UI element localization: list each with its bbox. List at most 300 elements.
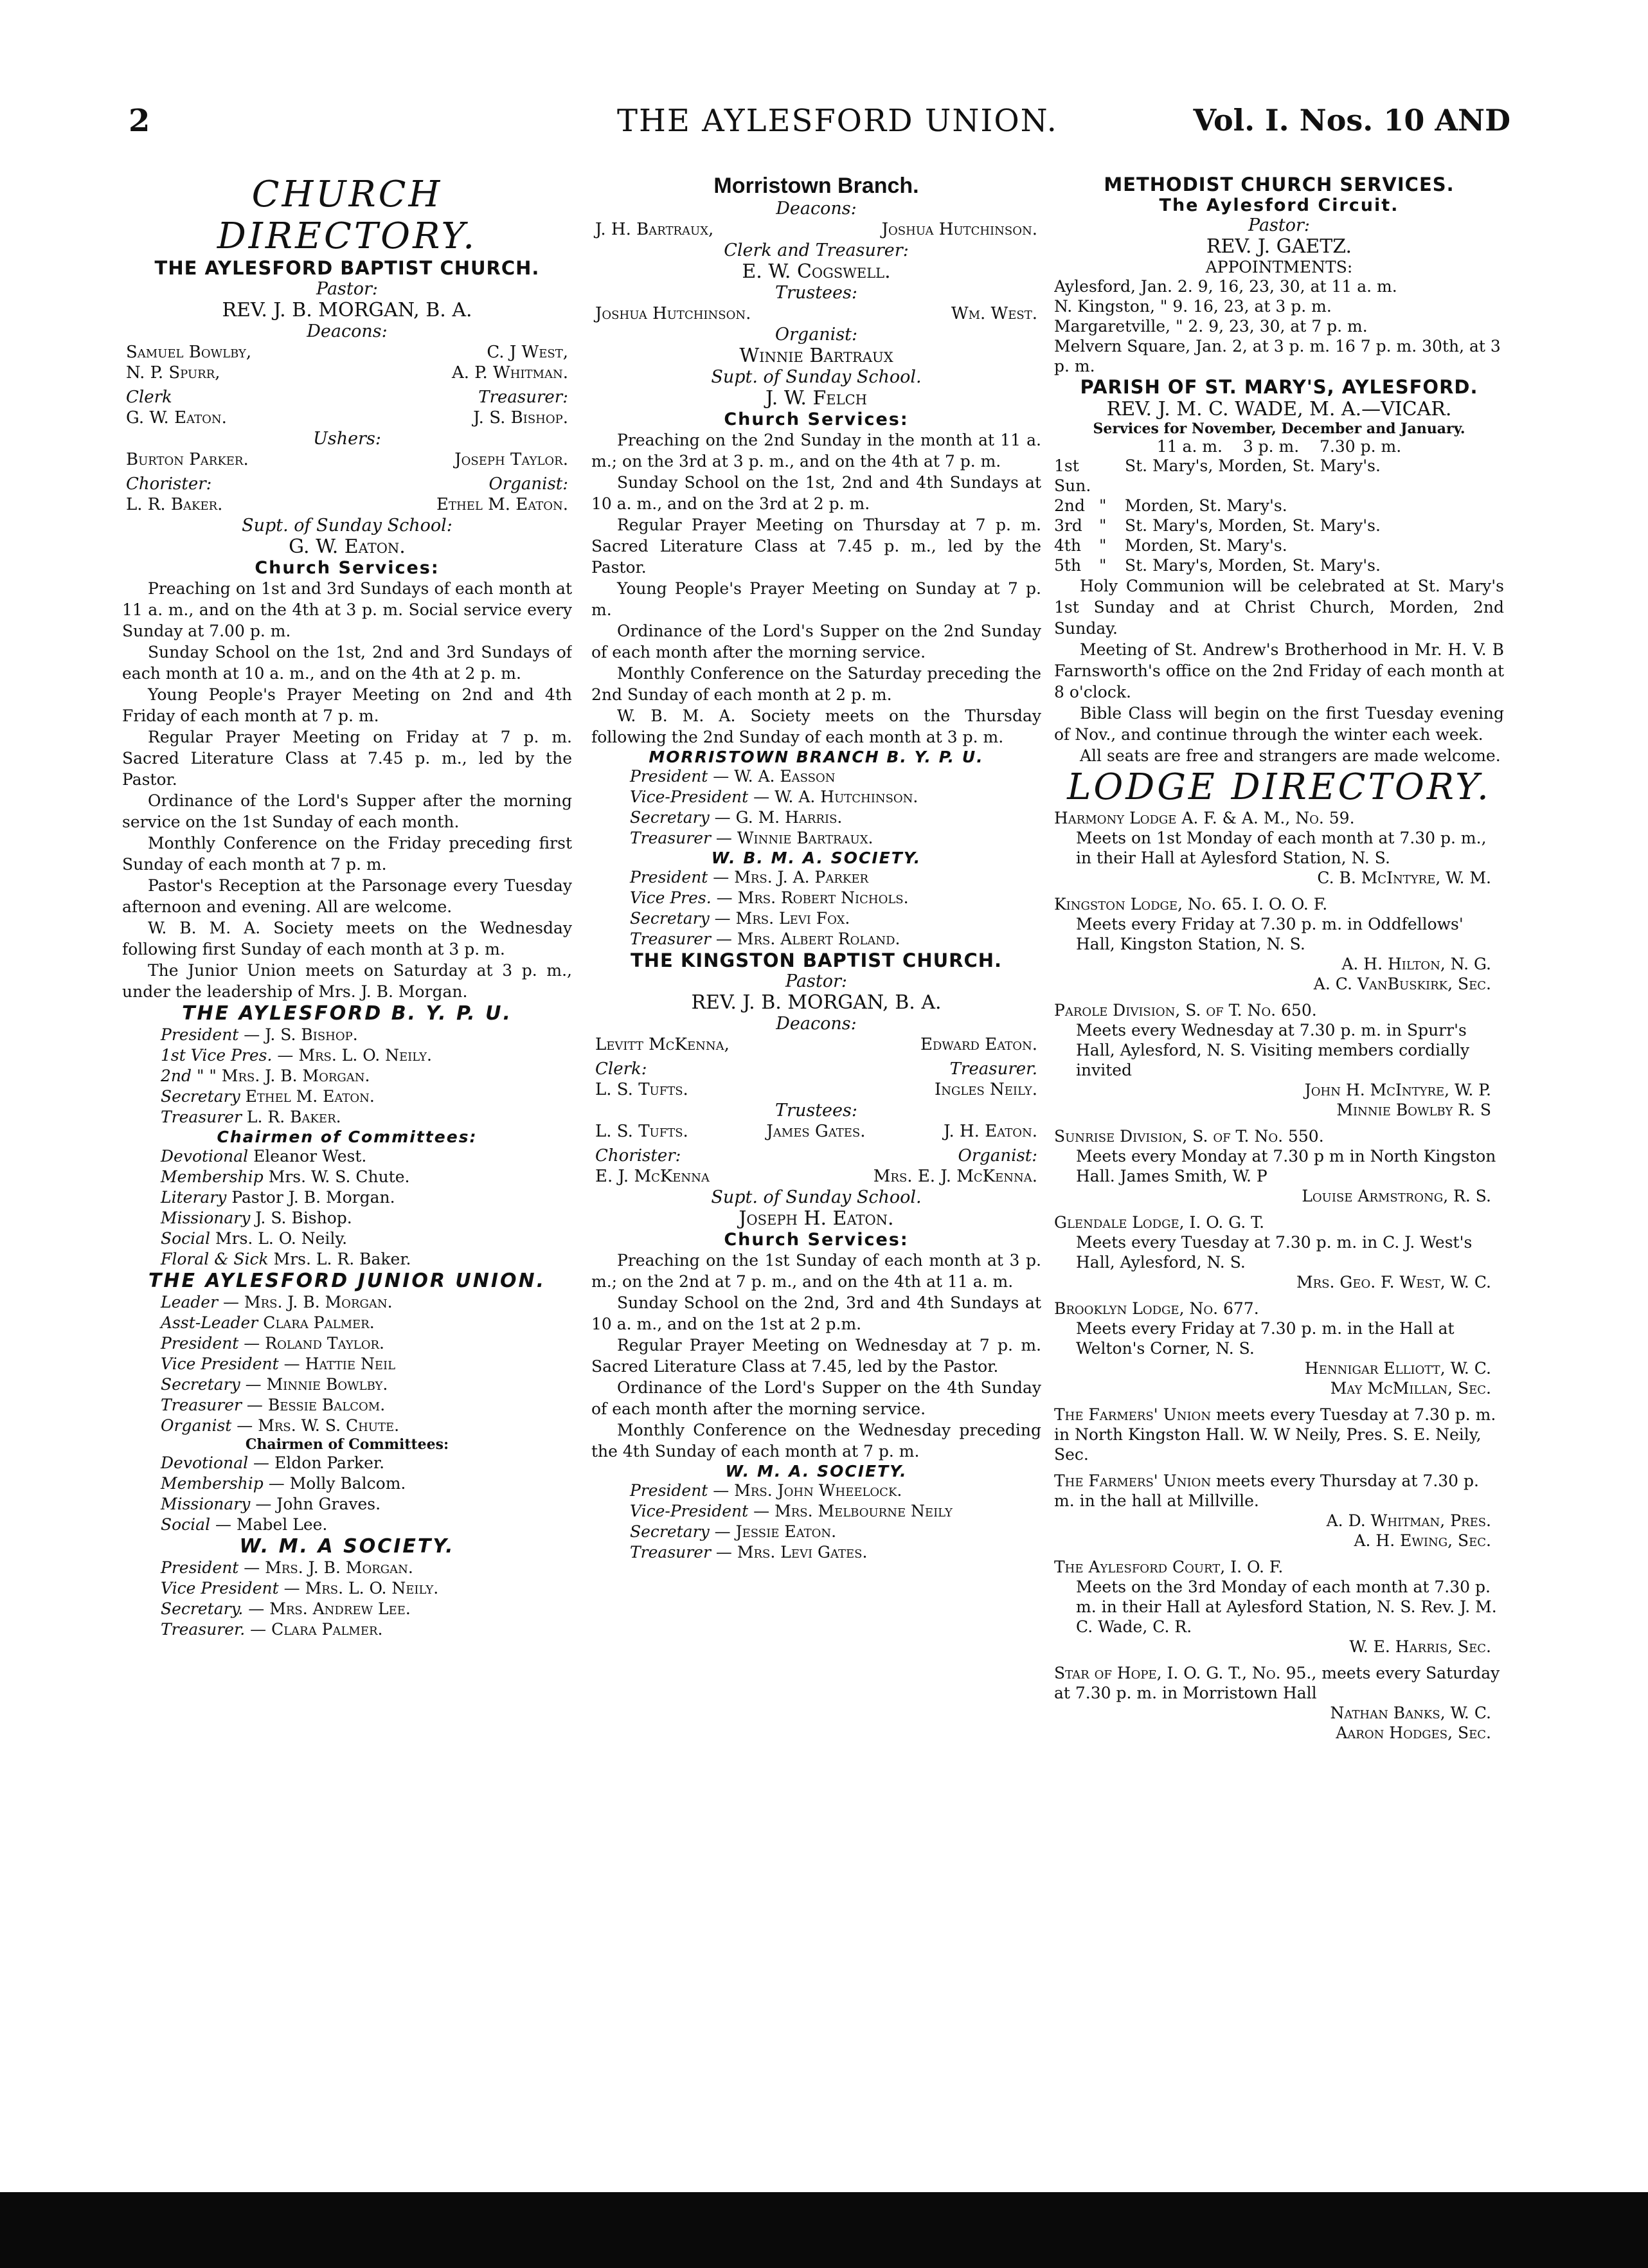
lodge-entry — [1054, 1557, 1504, 1657]
committee-row: Membership — Molly Balcom. — [161, 1474, 406, 1493]
officer-row: Secretary — Jessie Eaton. — [630, 1522, 837, 1541]
lodge-officer: A. C. VanBuskirk, Sec. — [1313, 975, 1491, 993]
supt-name: G. W. Eaton. — [289, 536, 406, 558]
officer-name: W. A. Easson — [734, 767, 836, 786]
officer-role: Organist — [161, 1416, 232, 1435]
committee-row: Social — Mabel Lee. — [161, 1515, 328, 1534]
officer-role: 2nd " " — [161, 1066, 217, 1085]
officer-role: 1st Vice Pres. — [161, 1046, 273, 1065]
column-middle — [591, 174, 1041, 2115]
deacons-row — [126, 343, 568, 362]
deacons-row — [126, 363, 568, 382]
lodge-entry — [1054, 1000, 1504, 1120]
supt-name: J. W. Felch — [766, 387, 867, 410]
vicar-name: REV. J. M. C. WADE, M. A.—VICAR. — [1106, 398, 1452, 420]
officer-role: Treasurer — [630, 930, 711, 948]
deacon-name: Samuel Bowlby, — [126, 343, 252, 362]
officer-names-row — [126, 495, 568, 514]
branch-heading: Morristown Branch. — [713, 174, 919, 198]
officer-role: Secretary — [630, 909, 710, 928]
supt-label: Supt. of Sunday School. — [711, 367, 922, 387]
officer-role: Treasurer — [161, 1396, 242, 1414]
service-paragraph: Young People's Prayer Meeting on 2nd and 4th Friday of each month at 7 p. m. — [122, 685, 572, 725]
column-right — [1054, 174, 1504, 2115]
officer-role: Vice-President — [630, 788, 749, 806]
service-paragraph: Sunday School on the 2nd, 3rd and 4th Sundays at 10 a. m., and on the 1st at 2 p.m. — [591, 1293, 1041, 1333]
circuit-heading: The Aylesford Circuit. — [1159, 195, 1399, 215]
schedule-ditto — [1099, 456, 1125, 496]
junior-union-heading: THE AYLESFORD JUNIOR UNION. — [148, 1270, 546, 1292]
officer-role: President — [161, 1558, 239, 1577]
officer-row — [122, 1313, 572, 1333]
scan-border-bar — [0, 2192, 1648, 2268]
clerk-label: Clerk and Treasurer: — [724, 240, 909, 260]
lodge-officer: A. H. Hilton, N. G. — [1341, 955, 1491, 973]
committee-row — [122, 1187, 572, 1208]
lodge-name: Glendale Lodge, I. O. G. T. — [1054, 1213, 1265, 1232]
lodge-entry — [1054, 1212, 1504, 1292]
officer-role: Vice Pres. — [630, 888, 712, 907]
chairmen-heading: Chairmen of Committees: — [217, 1128, 478, 1146]
officer-role: Secretary — [630, 1522, 710, 1541]
deacon-name: A. P. Whitman. — [451, 363, 568, 382]
lodge-name: The Farmers' Union — [1054, 1472, 1212, 1490]
committee-role: Literary — [161, 1188, 227, 1207]
committee-row: Missionary — John Graves. — [161, 1495, 381, 1513]
trustees-label: Trustees: — [775, 1101, 857, 1120]
service-paragraph: Sunday School on the 1st, 2nd and 3rd Sundays of each month at 10 a. m., and on the 4th at 2 p. m. — [122, 643, 572, 683]
lodge-officer: Mrs. Geo. F. West, W. C. — [1296, 1273, 1491, 1292]
deacon-name: Edward Eaton. — [920, 1035, 1037, 1054]
service-paragraph: Regular Prayer Meeting on Thursday at 7 p. m. Sacred Literature Class at 7.45 p. m., led by the Pastor. — [591, 516, 1041, 577]
officer-name: Winnie Bartraux. — [737, 829, 873, 847]
ushers-row — [126, 450, 568, 469]
officer-name: Mrs. J. B. Morgan. — [244, 1293, 393, 1311]
officer-name: Mrs. Andrew Lee. — [269, 1599, 411, 1618]
treasurer-name: J. S. Bishop. — [473, 408, 568, 428]
appointment-line: Margaretville, " 2. 9, 23, 30, at 7 p. m. — [1054, 317, 1368, 336]
organist-name: Winnie Bartraux — [739, 345, 893, 367]
officer-name: Clara Palmer. — [271, 1620, 383, 1639]
service-paragraph: Ordinance of the Lord's Supper on the 2nd Sunday of each month after the morning service. — [591, 622, 1041, 662]
pastor-name: REV. J. B. MORGAN, B. A. — [691, 991, 942, 1014]
lodge-officer: Aaron Hodges, Sec. — [1336, 1724, 1491, 1742]
officer-name: Jessie Eaton. — [735, 1522, 837, 1541]
officer-row: Treasurer — Bessie Balcom. — [161, 1396, 386, 1414]
service-paragraph: Sunday School on the 1st, 2nd and 4th Sundays at 10 a. m., and on the 3rd at 2 p. m. — [591, 473, 1041, 513]
treasurer-label: Treasurer. — [949, 1059, 1037, 1079]
officer-role: President — [630, 1481, 708, 1500]
schedule-week: 3rd — [1054, 516, 1082, 535]
newspaper-title: THE AYLESFORD UNION. — [617, 103, 1058, 139]
committee-role: Membership — [161, 1474, 264, 1493]
pastor-name: REV. J. B. MORGAN, B. A. — [222, 299, 472, 321]
officer-role: Secretary — [161, 1375, 240, 1394]
organist-label: Organist: — [958, 1146, 1037, 1166]
schedule-places: St. Mary's, Morden, St. Mary's. — [1125, 516, 1381, 535]
lodge-details: Meets on the 3rd Monday of each month at 7.30 p. m. in their Hall at Aylesford Station, N. S. Rev. J. M. C. Wade, C. R. — [1076, 1578, 1497, 1636]
officer-row: Vice President — Mrs. L. O. Neily. — [161, 1579, 439, 1598]
lodge-details: meets every Thursday at 7.30 p. m. in the hall at Millville. — [1054, 1472, 1479, 1510]
appointments-label: APPOINTMENTS: — [1205, 258, 1353, 276]
wma-heading: W. M. A SOCIETY. — [239, 1535, 455, 1558]
deacon-name: N. P. Spurr, — [126, 363, 220, 382]
officer-name: Mrs. Robert Nichols. — [737, 888, 909, 907]
wma-heading: W. M. A. SOCIETY. — [725, 1462, 908, 1480]
deacons-label: Deacons: — [776, 1014, 857, 1034]
notice-paragraph: Meeting of St. Andrew's Brotherhood in Mr. H. V. B Farnsworth's office on the 2nd Friday of each month at 8 o'clock. — [1054, 640, 1504, 701]
officer-role: Treasurer — [161, 1108, 242, 1126]
lodge-entry — [1054, 1663, 1504, 1743]
officer-name: Mrs. W. S. Chute. — [258, 1416, 400, 1435]
ushers-label: Ushers: — [313, 429, 381, 449]
lodge-name: Parole Division, S. of T. No. 650. — [1054, 1001, 1317, 1020]
committee-role: Missionary — [161, 1209, 251, 1227]
trustee-name: J. H. Eaton. — [944, 1122, 1037, 1141]
committee-name: Pastor J. B. Morgan. — [231, 1188, 395, 1207]
appointment-line: N. Kingston, " 9. 16, 23, at 3 p. m. — [1054, 297, 1332, 316]
church-services-heading: Church Services: — [724, 1230, 909, 1250]
service-paragraph: Preaching on the 2nd Sunday in the month at 11 a. m.; on the 3rd at 3 p. m., and on the 4th at 7 p. m. — [591, 431, 1041, 471]
pastor-label: Pastor: — [316, 279, 379, 299]
officer-row: Secretary — Minnie Bowlby. — [161, 1375, 388, 1394]
officer-names-row — [126, 408, 568, 428]
parish-heading: PARISH OF ST. MARY'S, AYLESFORD. — [1080, 376, 1478, 398]
officer-row: Leader — Mrs. J. B. Morgan. — [161, 1293, 393, 1311]
lodge-name: Star of Hope, I. O. G. T., No. 95., — [1054, 1664, 1317, 1682]
officer-name: Ethel M. Eaton. — [245, 1087, 375, 1106]
lodge-officer: A. H. Ewing, Sec. — [1354, 1531, 1491, 1550]
committee-role: Devotional — [161, 1454, 249, 1472]
chorister-name: L. R. Baker. — [126, 495, 223, 514]
trustee-name: Wm. West. — [951, 304, 1037, 323]
officer-role: Leader — [161, 1293, 219, 1311]
lodge-officer: Hennigar Elliott, W. C. — [1304, 1359, 1491, 1378]
lodge-entry — [1054, 1471, 1504, 1551]
officer-role: President — [630, 868, 708, 887]
clerk-name: E. W. Cogswell. — [742, 260, 891, 283]
lodge-details: Meets every Wednesday at 7.30 p. m. in Spurr's Hall, Aylesford, N. S. Visiting members cordially invited — [1076, 1021, 1470, 1079]
officer-row: President — Mrs. John Wheelock. — [630, 1481, 902, 1500]
officer-name: Minnie Bowlby. — [266, 1375, 388, 1394]
officer-row — [122, 1086, 572, 1107]
service-times — [1054, 437, 1504, 456]
committee-row — [122, 1228, 572, 1249]
officer-role: Treasurer — [630, 829, 711, 847]
page-number: 2 — [129, 103, 150, 139]
committee-name: Mabel Lee. — [236, 1515, 328, 1534]
officer-row: President — W. A. Easson — [630, 767, 836, 786]
notice-paragraph: All seats are free and strangers are made welcome. — [1080, 746, 1501, 765]
committee-role: Missionary — [161, 1495, 251, 1513]
lodge-name: Harmony Lodge A. F. & A. M., No. 59. — [1054, 809, 1355, 827]
service-paragraph: Regular Prayer Meeting on Wednesday at 7 p. m. Sacred Literature Class at 7.45, led by the Pastor. — [591, 1336, 1041, 1376]
service-paragraph: The Junior Union meets on Saturday at 3 p. m., under the leadership of Mrs. J. B. Morgan. — [122, 961, 572, 1001]
committee-row — [122, 1208, 572, 1228]
officer-row: Secretary. — Mrs. Andrew Lee. — [161, 1599, 411, 1618]
officer-role: Treasurer — [630, 1543, 711, 1562]
supt-label: Supt. of Sunday School: — [242, 516, 452, 536]
bypu-heading: MORRISTOWN BRANCH B. Y. P. U. — [649, 748, 984, 766]
service-paragraph: W. B. M. A. Society meets on the Thursday following the 2nd Sunday of each month at 3 p. m. — [591, 706, 1041, 746]
deacons-row — [595, 1035, 1037, 1054]
officer-name: J. S. Bishop. — [265, 1025, 358, 1044]
lodge-directory-heading: LODGE DIRECTORY. — [1067, 766, 1491, 808]
wbma-heading: W. B. M. A. SOCIETY. — [711, 849, 922, 867]
service-paragraph: Preaching on 1st and 3rd Sundays of each month at 11 a. m., and on the 4th at 3 p. m. Social service every Sunday at 7.00 p. m. — [122, 579, 572, 640]
officer-role: Vice President — [161, 1579, 279, 1598]
officer-row: President — Roland Taylor. — [161, 1334, 384, 1353]
trustee-name: L. S. Tufts. — [595, 1122, 688, 1141]
deacon-name: J. H. Bartraux, — [595, 220, 714, 239]
committee-role: Devotional — [161, 1147, 249, 1166]
lodge-details: Meets every Friday at 7.30 p. m. in the Hall at Welton's Corner, N. S. — [1076, 1319, 1455, 1358]
officer-name: Mrs. J. B. Morgan. — [221, 1066, 370, 1085]
schedule-ditto: " — [1099, 516, 1107, 535]
officer-role: Vice-President — [630, 1502, 749, 1520]
deacon-name: Joshua Hutchinson. — [881, 220, 1037, 239]
time-afternoon: 3 p. m. — [1242, 437, 1300, 456]
officer-row: Treasurer — Mrs. Albert Roland. — [630, 930, 900, 948]
clerk-name: G. W. Eaton. — [126, 408, 227, 428]
officer-row: President — Mrs. J. B. Morgan. — [161, 1558, 413, 1577]
volume-number: Vol. I. Nos. 10 AND — [1193, 103, 1510, 138]
masthead — [129, 103, 1510, 154]
schedule-ditto: " — [1099, 556, 1107, 575]
officer-row: Secretary — Mrs. Levi Fox. — [630, 909, 850, 928]
schedule-table — [1054, 456, 1504, 575]
lodge-name: The Aylesford Court, I. O. F. — [1054, 1558, 1284, 1576]
schedule-places: St. Mary's, Morden, St. Mary's. — [1125, 556, 1381, 575]
schedule-places: Morden, St. Mary's. — [1125, 536, 1287, 555]
committee-row — [122, 1249, 572, 1270]
officer-row: Organist — Mrs. W. S. Chute. — [161, 1416, 400, 1435]
officer-role: Vice President — [161, 1354, 279, 1373]
lodge-details: meets every Saturday at 7.30 p. m. in Morristown Hall — [1054, 1664, 1500, 1702]
trustee-name: Joshua Hutchinson. — [595, 304, 751, 323]
deacons-label: Deacons: — [307, 321, 388, 341]
church-services-heading: Church Services: — [255, 558, 440, 578]
lodge-officer: May McMillan, Sec. — [1330, 1379, 1491, 1398]
chorister-label: Chorister: — [595, 1146, 681, 1166]
service-paragraph: Monthly Conference on the Saturday preceding the 2nd Sunday of each month at 2 p. m. — [591, 664, 1041, 704]
lodge-name: Kingston Lodge, No. 65. I. O. O. F. — [1054, 895, 1328, 914]
committee-role: Social — [161, 1515, 211, 1534]
service-paragraph: Monthly Conference on the Wednesday preceding the 4th Sunday of each month at 7 p. m. — [591, 1421, 1041, 1461]
pastor-name: REV. J. GAETZ. — [1206, 235, 1352, 258]
trustees-label: Trustees: — [775, 283, 857, 303]
chorister-name: E. J. McKenna — [595, 1167, 710, 1186]
officer-name: Bessie Balcom. — [267, 1396, 386, 1414]
clerk-label: Clerk: — [595, 1059, 647, 1079]
committee-name: Mrs. L. O. Neily. — [215, 1229, 348, 1248]
officer-name: Roland Taylor. — [265, 1334, 384, 1353]
lodge-entry — [1054, 1299, 1504, 1398]
church-directory-heading: CHURCH DIRECTORY. — [217, 174, 478, 257]
lodge-details: Meets every Monday at 7.30 p m in North Kingston Hall. James Smith, W. P — [1076, 1147, 1496, 1185]
usher-name: Joseph Taylor. — [454, 450, 568, 469]
notice-paragraph: Bible Class will begin on the first Tuesday evening of Nov., and continue through the winter each week. — [1054, 704, 1504, 744]
schedule-places: Morden, St. Mary's. — [1125, 496, 1287, 515]
officer-row: Vice-President — Mrs. Melbourne Neily — [630, 1502, 953, 1520]
service-paragraph: Young People's Prayer Meeting on Sunday at 7 p. m. — [591, 579, 1041, 619]
lodge-entry — [1054, 1126, 1504, 1206]
committee-role: Membership — [161, 1167, 264, 1186]
lodge-entry — [1054, 894, 1504, 994]
committee-name: Eldon Parker. — [274, 1454, 385, 1472]
trustee-name: James Gates. — [766, 1122, 866, 1141]
deacons-label: Deacons: — [776, 199, 857, 219]
committee-role: Floral & Sick — [161, 1250, 269, 1268]
lodge-officer: C. B. McIntyre, W. M. — [1317, 869, 1491, 887]
church-heading: THE AYLESFORD BAPTIST CHURCH. — [154, 257, 540, 279]
officer-role: Asst-Leader — [161, 1313, 258, 1332]
officer-name: Mrs. Albert Roland. — [737, 930, 900, 948]
service-paragraph: W. B. M. A. Society meets on the Wednesday following first Sunday of each month at 3 p. m. — [122, 919, 572, 959]
officer-name: Mrs. J. A. Parker — [734, 868, 869, 887]
officer-names-row — [595, 1167, 1037, 1186]
officer-row — [122, 1066, 572, 1086]
service-paragraph: Ordinance of the Lord's Supper on the 4th Sunday of each month after the morning service. — [591, 1378, 1041, 1418]
organist-label: Organist: — [488, 474, 568, 494]
trustees-row — [595, 1122, 1037, 1141]
appointment-line: Melvern Square, Jan. 2, at 3 p. m. 16 7 p. m. 30th, at 3 p. m. — [1054, 337, 1501, 375]
church-services-heading: Church Services: — [724, 410, 909, 429]
officer-row: Secretary — G. M. Harris. — [630, 808, 843, 827]
officer-name: W. A. Hutchinson. — [775, 788, 918, 806]
officer-role: Treasurer. — [161, 1620, 246, 1639]
pastor-label: Pastor: — [1248, 215, 1311, 235]
clerk-label: Clerk — [126, 388, 172, 407]
officer-names-row — [595, 1080, 1037, 1099]
organist-label: Organist: — [775, 325, 858, 345]
committee-name: Mrs. W. S. Chute. — [268, 1167, 410, 1186]
officer-labels-row — [595, 1059, 1037, 1079]
officer-name: G. M. Harris. — [735, 808, 843, 827]
committee-name: Mrs. L. R. Baker. — [273, 1250, 411, 1268]
clerk-name: L. S. Tufts. — [595, 1080, 688, 1099]
service-paragraph: Regular Prayer Meeting on Friday at 7 p. m. Sacred Literature Class at 7.45 p. m., led by the Pastor. — [122, 728, 572, 789]
officer-name: Mrs. Melbourne Neily — [775, 1502, 953, 1520]
lodge-officer: Minnie Bowlby R. S — [1336, 1101, 1491, 1119]
junior-chairmen-heading: Chairmen of Committees: — [245, 1436, 449, 1453]
lodge-details: Meets every Friday at 7.30 p. m. in Oddfellows' Hall, Kingston Station, N. S. — [1076, 915, 1464, 953]
committee-name: Molly Balcom. — [289, 1474, 406, 1493]
column-left — [122, 174, 572, 2115]
officer-row: Treasurer — Winnie Bartraux. — [630, 829, 873, 847]
deacon-name: Levitt McKenna, — [595, 1035, 730, 1054]
deacons-row — [595, 220, 1037, 239]
officer-labels-row — [126, 388, 568, 407]
committee-name: John Graves. — [276, 1495, 381, 1513]
lodge-entry — [1054, 808, 1504, 888]
committee-row — [122, 1146, 572, 1167]
schedule-week: 2nd — [1054, 496, 1086, 515]
lodge-details: Meets every Tuesday at 7.30 p. m. in C. J. West's Hall, Aylesford, N. S. — [1076, 1233, 1473, 1272]
officer-name: Hattie Neil — [305, 1354, 396, 1373]
lodge-officer: A. D. Whitman, Pres. — [1326, 1511, 1491, 1530]
officer-row: Treasurer — Mrs. Levi Gates. — [630, 1543, 868, 1562]
lodge-name: Brooklyn Lodge, No. 677. — [1054, 1299, 1259, 1318]
services-title: Services for November, December and January. — [1093, 420, 1465, 437]
lodge-officer: Louise Armstrong, R. S. — [1302, 1187, 1491, 1205]
lodge-details: meets every Tuesday at 7.30 p. m. in North Kingston Hall. W. W Neily, Pres. S. E. Neily, Sec. — [1054, 1405, 1496, 1464]
lodge-officer: W. E. Harris, Sec. — [1349, 1637, 1491, 1656]
officer-name: Clara Palmer. — [263, 1313, 375, 1332]
lodge-details: Meets on 1st Monday of each month at 7.30 p. m., in their Hall at Aylesford Station, N. S. — [1076, 829, 1487, 867]
methodist-heading: METHODIST CHURCH SERVICES. — [1104, 174, 1455, 195]
officer-name: Mrs. L. O. Neily. — [305, 1579, 439, 1598]
officer-labels-row — [595, 1146, 1037, 1166]
deacon-name: C. J West, — [487, 343, 568, 362]
schedule-ditto: " — [1099, 496, 1107, 515]
officer-role: President — [161, 1025, 239, 1044]
notice-paragraph: Holy Communion will be celebrated at St. Mary's 1st Sunday and at Christ Church, Morden, 2nd Sunday. — [1054, 577, 1504, 638]
time-morning: 11 a. m. — [1156, 437, 1223, 456]
officer-row: Vice President — Hattie Neil — [161, 1354, 396, 1373]
organist-name: Mrs. E. J. McKenna. — [873, 1167, 1037, 1186]
officer-row: 1st Vice Pres. — Mrs. L. O. Neily. — [161, 1046, 432, 1065]
committee-row: Devotional — Eldon Parker. — [161, 1454, 385, 1472]
chorister-label: Chorister: — [126, 474, 212, 494]
supt-label: Supt. of Sunday School. — [711, 1187, 922, 1207]
committee-name: J. S. Bishop. — [255, 1209, 352, 1227]
treasurer-name: Ingles Neily. — [934, 1080, 1037, 1099]
officer-role: Secretary — [630, 808, 710, 827]
usher-name: Burton Parker. — [126, 450, 249, 469]
schedule-week: 4th — [1054, 536, 1082, 555]
time-evening: 7.30 p. m. — [1320, 437, 1402, 456]
schedule-week: 1st Sun. — [1054, 456, 1091, 495]
officer-row: President — Mrs. J. A. Parker — [630, 868, 869, 887]
officer-row: Treasurer. — Clara Palmer. — [161, 1620, 383, 1639]
officer-name: Mrs. L. O. Neily. — [298, 1046, 432, 1065]
officer-role: President — [161, 1334, 239, 1353]
officer-labels-row — [126, 474, 568, 494]
bypu-heading: THE AYLESFORD B. Y. P. U. — [182, 1002, 512, 1025]
service-paragraph: Preaching on the 1st Sunday of each month at 3 p. m.; on the 2nd at 7 p. m., and on the 4th at 11 a. m. — [591, 1251, 1041, 1291]
committee-role: Social — [161, 1229, 211, 1248]
officer-row — [122, 1107, 572, 1128]
committee-name: Eleanor West. — [253, 1147, 367, 1166]
committee-row — [122, 1167, 572, 1187]
lodge-officer: John H. McIntyre, W. P. — [1304, 1081, 1491, 1099]
organist-name: Ethel M. Eaton. — [436, 495, 568, 514]
officer-name: Mrs. Levi Gates. — [737, 1543, 868, 1562]
officer-name: Mrs. J. B. Morgan. — [265, 1558, 413, 1577]
treasurer-label: Treasurer: — [478, 388, 568, 407]
officer-role: Secretary. — [161, 1599, 244, 1618]
officer-role: Secretary — [161, 1087, 240, 1106]
schedule-week: 5th — [1054, 556, 1082, 575]
officer-name: Mrs. John Wheelock. — [734, 1481, 902, 1500]
officer-row: Vice Pres. — Mrs. Robert Nichols. — [630, 888, 909, 907]
schedule-ditto: " — [1099, 536, 1107, 555]
officer-name: L. R. Baker. — [246, 1108, 341, 1126]
service-paragraph: Pastor's Reception at the Parsonage every Tuesday afternoon and evening. All are welcome. — [122, 876, 572, 916]
service-paragraph: Ordinance of the Lord's Supper after the morning service on the 1st Sunday of each month. — [122, 791, 572, 831]
lodge-entry — [1054, 1405, 1504, 1464]
officer-name: Mrs. Levi Fox. — [735, 909, 850, 928]
lodge-officer: Nathan Banks, W. C. — [1330, 1704, 1491, 1722]
trustees-row — [595, 304, 1037, 323]
officer-row: President — J. S. Bishop. — [161, 1025, 358, 1044]
kingston-church-heading: THE KINGSTON BAPTIST CHURCH. — [630, 950, 1003, 971]
pastor-label: Pastor: — [785, 971, 848, 991]
officer-role: President — [630, 767, 708, 786]
appointment-line: Aylesford, Jan. 2. 9, 16, 23, 30, at 11 a. m. — [1054, 277, 1397, 296]
schedule-places: St. Mary's, Morden, St. Mary's. — [1125, 456, 1381, 475]
